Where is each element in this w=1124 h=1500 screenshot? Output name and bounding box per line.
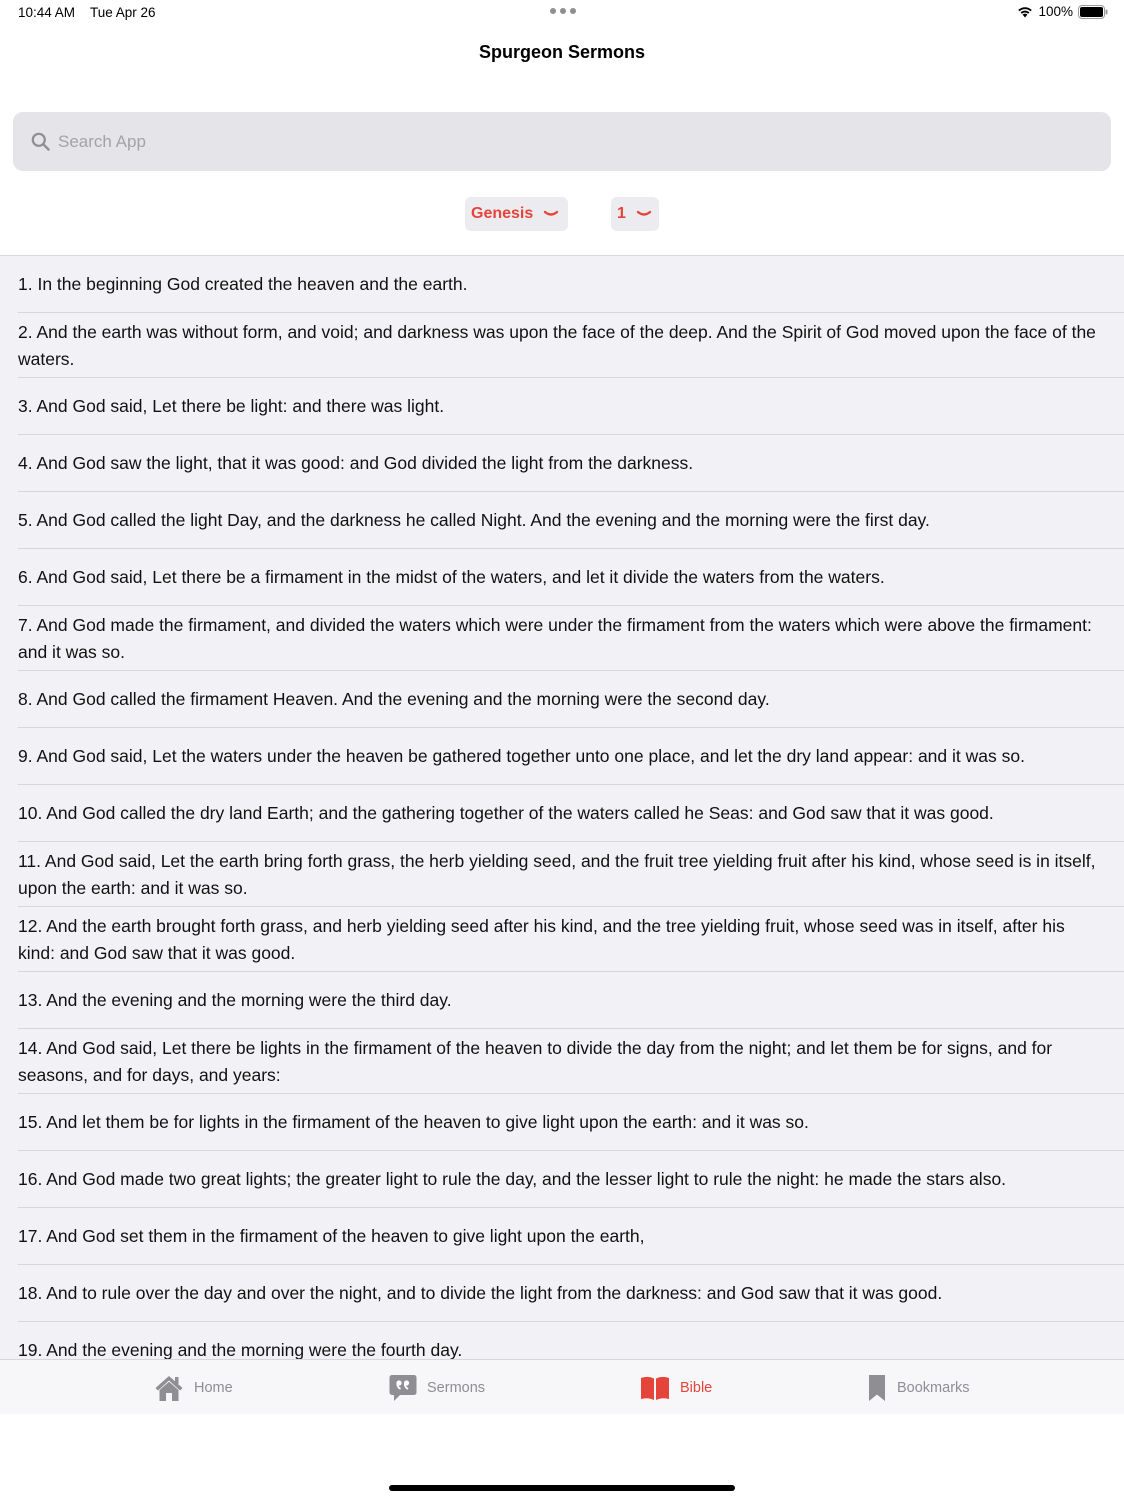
verse-text: 8. And God called the firmament Heaven. And the evening and the morning were the second day. [18, 689, 770, 709]
verse-text: 7. And God made the firmament, and divided the waters which were under the firmament from the waters which were above the firmament: and it was so. [18, 614, 1092, 662]
status-right [1017, 4, 1108, 19]
status-bar [0, 0, 1124, 28]
verse-row[interactable] [0, 1265, 1124, 1322]
verse-text: 13. And the evening and the morning were the third day. [18, 990, 452, 1010]
verse-row[interactable] [0, 313, 1124, 378]
verse-row[interactable] [0, 671, 1124, 728]
tab-sermons-label: Sermons [427, 1379, 486, 1396]
verse-text: 16. And God made two great lights; the greater light to rule the day, and the lesser light to rule the night: he made the stars also. [18, 1169, 1007, 1189]
chevron-down-icon [636, 209, 652, 219]
tab-home-label: Home [194, 1379, 233, 1396]
verse-text: 5. And God called the light Day, and the darkness he called Night. And the evening and the morning were the first day. [18, 510, 930, 530]
tab-bible[interactable] [640, 1360, 712, 1415]
book-picker-label: Genesis [471, 205, 534, 222]
verse-row[interactable] [0, 256, 1124, 313]
verse-row[interactable] [0, 606, 1124, 671]
verse-text: 14. And God said, Let there be lights in the firmament of the heaven to divide the day from the night; and let them be for signs, and for seasons, and for days, and years: [18, 1037, 1053, 1085]
verse-row[interactable] [0, 435, 1124, 492]
battery-icon [1078, 5, 1108, 19]
chapter-picker-label: 1 [617, 205, 626, 222]
tab-sermons[interactable] [389, 1360, 485, 1415]
verse-text: 9. And God said, Let the waters under the heaven be gathered together unto one place, and let the dry land appear: and it was so. [18, 746, 1025, 766]
verse-row[interactable] [0, 1029, 1124, 1094]
quote-bubble-icon [389, 1374, 417, 1402]
verse-text: 6. And God said, Let there be a firmament in the midst of the waters, and let it divide the waters from the waters. [18, 567, 885, 587]
tab-bible-label: Bible [680, 1379, 713, 1396]
verse-row[interactable] [0, 1322, 1124, 1359]
verse-row[interactable] [0, 549, 1124, 606]
verse-row[interactable] [0, 492, 1124, 549]
home-indicator[interactable] [389, 1485, 735, 1491]
verse-text: 2. And the earth was without form, and void; and darkness was upon the face of the deep. And the Spirit of God moved upon the face of the waters. [18, 321, 1096, 369]
verse-list[interactable] [0, 256, 1124, 1359]
verse-text: 4. And God saw the light, that it was good: and God divided the light from the darkness. [18, 453, 694, 473]
verse-row[interactable] [0, 728, 1124, 785]
tab-bookmarks[interactable] [867, 1360, 970, 1415]
verse-row[interactable] [0, 378, 1124, 435]
verse-text: 15. And let them be for lights in the firmament of the heaven to give light upon the earth: and it was so. [18, 1112, 809, 1132]
search-input[interactable] [58, 132, 958, 152]
verse-row[interactable] [0, 785, 1124, 842]
open-book-icon [640, 1375, 670, 1401]
book-picker[interactable] [465, 197, 568, 231]
chapter-picker[interactable] [611, 197, 659, 231]
verse-text: 12. And the earth brought forth grass, and herb yielding seed after his kind, and the tree yielding fruit, whose seed was in itself, after his kind: and God saw that it was good. [18, 915, 1065, 963]
verse-row[interactable] [0, 907, 1124, 972]
verse-text: 19. And the evening and the morning were the fourth day. [18, 1340, 463, 1359]
verse-row[interactable] [0, 1208, 1124, 1265]
chevron-down-icon [543, 209, 559, 219]
tab-home[interactable] [154, 1360, 233, 1415]
verse-row[interactable] [0, 1094, 1124, 1151]
tab-bar [0, 1359, 1124, 1414]
verse-row[interactable] [0, 842, 1124, 907]
search-icon [31, 132, 50, 151]
wifi-icon [1017, 5, 1033, 18]
verse-text: 18. And to rule over the day and over the night, and to divide the light from the darkness: and God saw that it was good. [18, 1283, 943, 1303]
battery-percent: 100% [1038, 4, 1073, 19]
search-bar[interactable] [13, 112, 1111, 171]
verse-text: 3. And God said, Let there be light: and there was light. [18, 396, 445, 416]
verse-text: 11. And God said, Let the earth bring forth grass, the herb yielding seed, and the fruit tree yielding fruit after his kind, whose seed is in itself, upon the earth: and it was so. [18, 850, 1096, 898]
verse-text: 1. In the beginning God created the heaven and the earth. [18, 274, 468, 294]
verse-text: 10. And God called the dry land Earth; and the gathering together of the waters called he Seas: and God saw that it was good. [18, 803, 994, 823]
verse-text: 17. And God set them in the firmament of the heaven to give light upon the earth, [18, 1226, 645, 1246]
verse-row[interactable] [0, 1151, 1124, 1208]
multitasking-dots-icon[interactable] [550, 8, 576, 14]
house-icon [154, 1374, 184, 1402]
page-title: Spurgeon Sermons [478, 42, 646, 62]
bookmark-icon [867, 1374, 887, 1402]
verse-row[interactable] [0, 972, 1124, 1029]
status-time: 10:44 AM [18, 5, 76, 20]
tab-bookmarks-label: Bookmarks [897, 1379, 970, 1396]
status-date: Tue Apr 26 [90, 5, 156, 20]
